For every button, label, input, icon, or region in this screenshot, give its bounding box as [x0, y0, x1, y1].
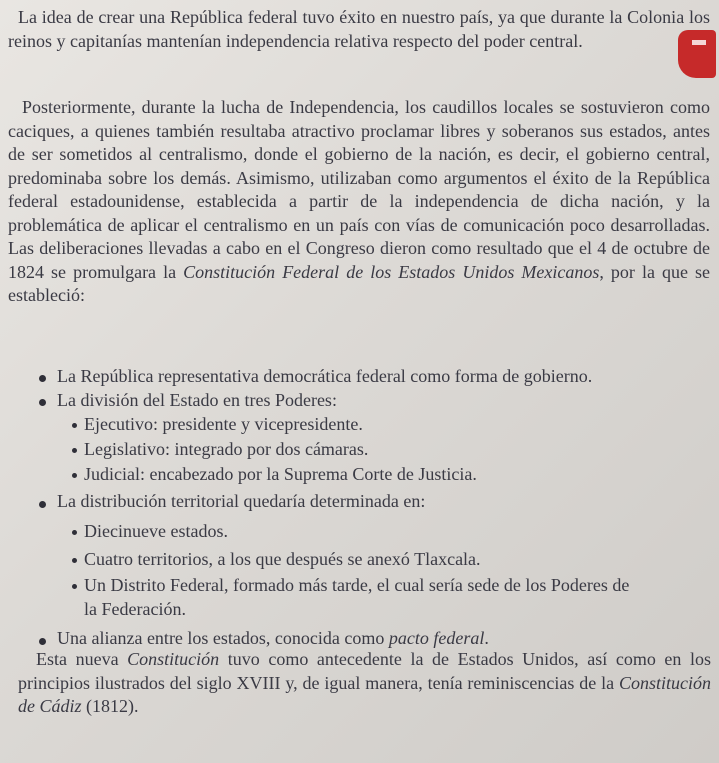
bullet-dot: [39, 501, 46, 508]
list-item-3-sub-1: Diecinueve estados.: [84, 521, 228, 541]
sub-bullet-dot: [72, 558, 77, 563]
sub-bullet-dot: [72, 448, 77, 453]
constitucion-term: Constitución: [127, 649, 220, 669]
sub-bullet-dot: [72, 473, 77, 478]
list-item-2-sub-2: Legislativo: integrado por dos cámaras.: [84, 439, 369, 459]
bullet-dot: [39, 399, 46, 406]
paragraph-3-mid: tuvo como antecedente la de Estados Unidos, así como en los principios ilustrados del siglo XVIII y, de igual manera, tenía reminiscencias de la: [18, 649, 712, 693]
paragraph-2: [8, 96, 710, 308]
list-item-3-sub-3-line-2: la Federación.: [84, 599, 186, 619]
list-item-3-sub-2: Cuatro territorios, a los que después se anexó Tlaxcala.: [84, 549, 481, 569]
list-item-2-sub-3: Judicial: encabezado por la Suprema Corte de Justicia.: [84, 464, 477, 484]
sub-bullet-dot: [72, 530, 77, 535]
list-item-3: La distribución territorial quedaría determinada en:: [57, 491, 426, 511]
list-item-1: La República representativa democrática federal como forma de gobierno.: [57, 366, 593, 386]
list-item-4: [57, 627, 489, 650]
paragraph-3: [18, 648, 711, 719]
list-item-2-sub-1: Ejecutivo: presidente y vicepresidente.: [84, 414, 363, 434]
bullet-dot: [39, 638, 46, 645]
constitution-title: Constitución Federal de los Estados Unidos Mexicanos: [183, 261, 600, 282]
sub-bullet-dot: [72, 423, 77, 428]
pacto-federal-term: pacto federal: [388, 628, 485, 648]
list-item-4-text: Una alianza entre los estados, conocida como: [57, 628, 389, 648]
paragraph-1-text: La idea de crear una República federal tuvo éxito en nuestro país, ya que durante la Colonia los reinos y capitanías mantenían independencia relativa respecto del poder central.: [8, 7, 710, 51]
constitucion-cadiz-term: Constitución de Cádiz: [18, 672, 711, 716]
paragraph-1: [8, 6, 710, 53]
paragraph-3-start: Esta nueva: [36, 649, 128, 669]
list-item-3-sub-3-line-1: Un Distrito Federal, formado más tarde, el cual sería sede de los Poderes de: [84, 575, 630, 595]
sub-bullet-dot: [72, 584, 77, 589]
paragraph-3-end: (1812).: [81, 696, 139, 716]
list-item-4-end: .: [484, 628, 489, 648]
paragraph-2-text: Posteriormente, durante la lucha de Independencia, los caudillos locales se sostuvieron como caciques, a quienes también resultaba atractivo proclamar libres y soberanos sus estados, antes de ser sometidos al centralismo, donde el gobierno de la nación, es decir, el gobierno central, predominaba sobre los demás. Asimismo, utilizaban como argumentos el éxito de la República federal estadounidense, establecida a partir de la independencia de dicha nación, y la problemática de aplicar el centralismo en un país con vías de comunicación poco desarrolladas. Las deliberaciones llevadas a cabo en el Congreso dieron como resultado que el 4 de octubre de 1824 se promulgara la: [8, 97, 710, 282]
bullet-dot: [39, 375, 46, 382]
list-item-2: La división del Estado en tres Poderes:: [57, 390, 337, 410]
paragraph-2-end: , por la que se estableció:: [8, 261, 711, 305]
